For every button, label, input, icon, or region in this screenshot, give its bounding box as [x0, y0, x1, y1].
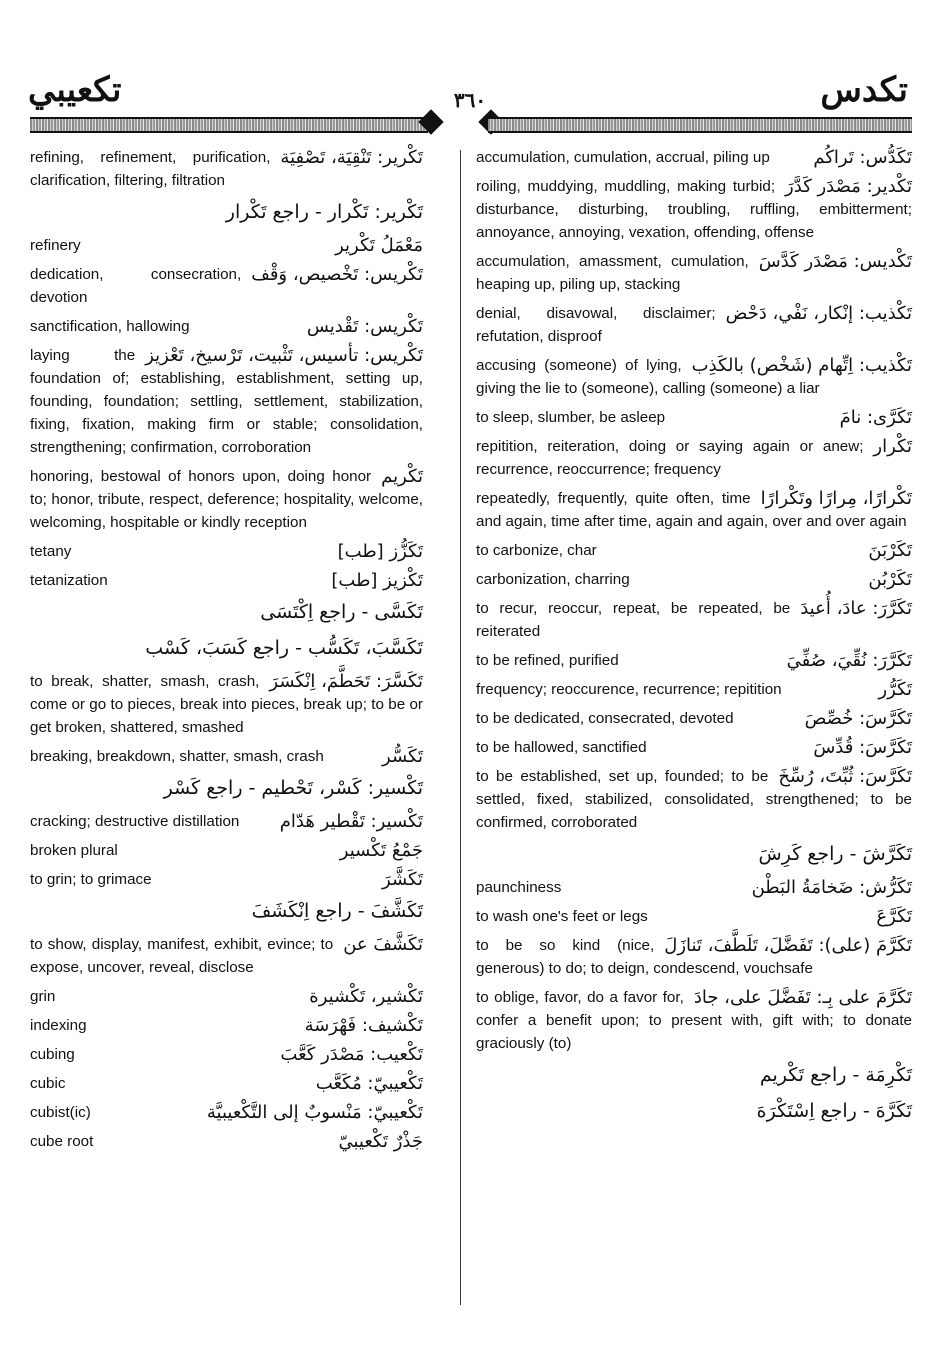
entry-arabic-headword: تَكَرُّر [878, 679, 912, 700]
entry-english-definition: to show, display, manifest, exhibit, evince; to expose, uncover, reveal, disclose [30, 936, 334, 976]
entry-arabic-headword: تَكَرَّمَ على بِـ: تَفَضَّلَ على، جادَ [693, 987, 912, 1008]
dictionary-entry [30, 1130, 423, 1153]
entry-english-definition: to oblige, favor, do a favor for, confer a benefit upon; to present with, gift with; to donate graciously (to) [476, 989, 912, 1052]
entry-arabic-headword: تَكَرَّهَ - راجع اِسْتَكْرَهَ [756, 1100, 912, 1122]
entry-english-definition: cubic [30, 1075, 66, 1092]
right-column [476, 146, 912, 1133]
entry-english-definition: cubist(ic) [30, 1104, 91, 1121]
entry-english-definition: accumulation, amassment, cumulation, heaping up, piling up, stacking [476, 253, 749, 293]
entry-english-definition: to be refined, purified [476, 652, 619, 669]
entry-arabic-headword: تَكْعيبيّ: مُكَعَّب [315, 1073, 423, 1094]
entry-arabic-headword: تَكْرار [873, 436, 912, 457]
dictionary-entry [30, 1101, 423, 1124]
entry-arabic-headword: تَكْشير، تَكْشيرة [309, 986, 423, 1007]
dictionary-entry [30, 868, 423, 891]
dictionary-entry [30, 810, 423, 833]
entry-arabic-headword: مَعْمَلُ تَكْرير [335, 235, 423, 256]
dictionary-entry [476, 250, 912, 296]
entry-arabic-headword: تَكْريس: تَقْديس [306, 316, 423, 337]
dictionary-entry [476, 487, 912, 533]
dictionary-entry [30, 540, 423, 563]
entry-arabic-headword: تَكَرَّعَ [876, 906, 912, 927]
dictionary-entry [476, 840, 912, 868]
entry-english-definition: to grin; to grimace [30, 871, 152, 888]
entry-english-definition: paunchiness [476, 879, 562, 896]
entry-english-definition: refining, refinement, purification, clarification, filtering, filtration [30, 149, 271, 189]
entry-english-definition: to wash one's feet or legs [476, 908, 648, 925]
entry-english-definition: cube root [30, 1133, 94, 1150]
entry-arabic-headword: تَكَشَّفَ عن [343, 934, 423, 955]
entry-english-definition: repitition, reiteration, doing or saying again or anew; recurrence, reoccurrence; frequency [476, 438, 864, 478]
entry-arabic-headword: تَكَرَّسَ: ثُبِّتَ، رُسِّخَ [778, 766, 912, 787]
entry-arabic-headword: تَكْرير: تَكْرار - راجع تَكْرار [225, 201, 423, 223]
entry-arabic-headword: تَكَرُّش: ضَخامَةُ البَطْن [751, 877, 912, 898]
entry-english-definition: repeatedly, frequently, quite often, time and again, time after time, again and again, over and over again [476, 490, 907, 530]
entry-arabic-headword: تَكْشيف: فَهْرَسَة [304, 1015, 423, 1036]
dictionary-entry [476, 539, 912, 562]
dictionary-entry [476, 1097, 912, 1125]
entry-arabic-headword: تَكْريس: تَخْصيص، وَقْف [251, 264, 423, 285]
header-rule-right [488, 117, 912, 133]
entry-arabic-headword: تَكَرَّشَ - راجع كَرِشَ [758, 843, 912, 865]
entry-arabic-headword: تَكْرِمَة - راجع تَكْريم [759, 1064, 912, 1086]
dictionary-entry [476, 905, 912, 928]
dictionary-entry [30, 598, 423, 626]
entry-english-definition: frequency; reoccurence, recurrence; repitition [476, 681, 782, 698]
entry-english-definition: roiling, muddying, muddling, making turbid; disturbance, disturbing, troubling, ruffling, embitterment; annoyance, annoying, vexation, offending, offense [476, 178, 912, 241]
entry-arabic-headword: تَكْرير: تَنْقِيَة، تَصْفِيَة [280, 147, 423, 168]
entry-arabic-headword: تَكَسَّرَ: تَحَطَّمَ، اِنْكَسَرَ [269, 671, 423, 692]
dictionary-entry [476, 986, 912, 1055]
entry-english-definition: indexing [30, 1017, 87, 1034]
entry-arabic-headword: تَكَرَّسَ: خُصِّصَ [804, 708, 912, 729]
entry-arabic-headword: تَكْسير: كَسْر، تَحْطيم - راجع كَسْر [163, 777, 423, 799]
entry-english-definition: tetany [30, 543, 72, 560]
entry-english-definition: to carbonize, char [476, 542, 597, 559]
dictionary-entry [30, 1043, 423, 1066]
entry-arabic-headword: تَكْريم [381, 466, 423, 487]
entry-arabic-headword: تَكَدُّس: تَراكُم [813, 147, 912, 168]
dictionary-entry [476, 175, 912, 244]
dictionary-entry [30, 985, 423, 1008]
dictionary-entry [476, 354, 912, 400]
dictionary-entry [476, 1061, 912, 1089]
dictionary-entry [30, 1072, 423, 1095]
entry-arabic-headword: تَكَرْبَنَ [868, 540, 912, 561]
left-column [30, 146, 423, 1159]
dictionary-entry [30, 146, 423, 192]
entry-english-definition: laying the foundation of; establishing, establishment, setting up, founding, foundation; settling, settlement, stabilization, fixing, fixation, making firm or stable; consolidation, strengthening; confirmation, corroboration [30, 347, 423, 456]
header-rule-left [30, 117, 428, 133]
entry-arabic-headword: تَكَرَّرَ: نُقِّيَ، صُفِّيَ [786, 650, 912, 671]
entry-arabic-headword: جَمْعُ تَكْسير [339, 840, 423, 861]
entry-english-definition: to be dedicated, consecrated, devoted [476, 710, 734, 727]
dictionary-entry [476, 736, 912, 759]
entry-arabic-headword: تَكَرَّسَ: قُدِّسَ [813, 737, 912, 758]
entry-english-definition: sanctification, hallowing [30, 318, 190, 335]
entry-english-definition: dedication, consecration, devotion [30, 266, 242, 306]
dictionary-entry [476, 876, 912, 899]
entry-arabic-headword: تَكَسَّى - راجع اِكْتَسَى [260, 601, 423, 623]
entry-english-definition: to be hallowed, sanctified [476, 739, 647, 756]
dictionary-entry [30, 465, 423, 534]
dictionary-entry [476, 765, 912, 834]
entry-arabic-headword: تَكَشَّرَ [382, 869, 423, 890]
entry-arabic-headword: تَكْرارًا، مِرارًا وتَكْرارًا [760, 488, 912, 509]
dictionary-entry [30, 344, 423, 459]
dictionary-entry [30, 234, 423, 257]
entry-arabic-headword: تَكَسَّبَ، تَكَسُّب - راجع كَسَبَ، كَسْب [145, 637, 423, 659]
dictionary-entry [476, 934, 912, 980]
dictionary-entry [30, 263, 423, 309]
dictionary-entry [476, 435, 912, 481]
header-guide-word-left: تكعيبي [28, 70, 122, 110]
dictionary-entry [30, 933, 423, 979]
entry-arabic-headword: جَذْرٌ تَكْعيبيّ [338, 1131, 423, 1152]
dictionary-entry [476, 302, 912, 348]
entry-arabic-headword: تَكَسُّر [382, 746, 423, 767]
dictionary-entry [30, 198, 423, 226]
dictionary-entry [30, 315, 423, 338]
dictionary-entry [476, 568, 912, 591]
dictionary-entry [30, 839, 423, 862]
dictionary-entry [30, 670, 423, 739]
entry-arabic-headword: تَكَشَّفَ - راجع اِنْكَشَفَ [251, 900, 423, 922]
entry-arabic-headword: تَكْزيز [طب] [331, 570, 423, 591]
entry-english-definition: tetanization [30, 572, 108, 589]
entry-english-definition: to be established, set up, founded; to be settled, fixed, stabilized, consolidated, strengthened; to be confirmed, corroborated [476, 768, 912, 831]
page-number: ٣٦٠ [453, 88, 487, 112]
entry-arabic-headword: تَكْذيب: اِتِّهام (شَخْص) بالكَذِب [691, 355, 912, 376]
header-guide-word-right: تكدس [820, 70, 908, 110]
dictionary-entry [476, 146, 912, 169]
entry-english-definition: broken plural [30, 842, 118, 859]
entry-english-definition: cracking; destructive distillation [30, 813, 240, 830]
dictionary-entry [30, 774, 423, 802]
entry-arabic-headword: تَكَرْبُن [868, 569, 912, 590]
entry-english-definition: grin [30, 988, 56, 1005]
dictionary-entry [476, 406, 912, 429]
dictionary-entry [30, 897, 423, 925]
dictionary-entry [476, 649, 912, 672]
entry-arabic-headword: تَكْديس: مَصْدَر كَدَّسَ [758, 251, 912, 272]
entry-arabic-headword: تَكْريس: تأسيس، تَثْبيت، تَرْسيخ، تَعْزيز [145, 345, 423, 366]
entry-arabic-headword: تَكْدير: مَصْدَر كَدَّرَ [785, 176, 912, 197]
entry-arabic-headword: تَكَرَّى: نامَ [839, 407, 912, 428]
column-divider [460, 150, 461, 1305]
dictionary-entry [30, 745, 423, 768]
entry-english-definition: refinery [30, 237, 81, 254]
entry-english-definition: accusing (someone) of lying, giving the lie to (someone), calling (someone) a liar [476, 357, 820, 397]
entry-arabic-headword: تَكْعيب: مَصْدَر كَعَّبَ [280, 1044, 423, 1065]
entry-arabic-headword: تَكْذيب: إنْكار، نَفْي، دَحْض [725, 303, 912, 324]
entry-english-definition: to sleep, slumber, be asleep [476, 409, 666, 426]
entry-arabic-headword: تَكَرَّرَ: عادَ، أُعيدَ [800, 598, 912, 619]
entry-english-definition: honoring, bestowal of honors upon, doing honor to; honor, tribute, respect, deference; hospitality, welcome, welcoming, hospitable or kindly reception [30, 468, 423, 531]
dictionary-entry [30, 1014, 423, 1037]
dictionary-entry [30, 569, 423, 592]
entry-arabic-headword: تَكْسير: تَقْطير هَدّام [279, 811, 423, 832]
dictionary-entry [476, 678, 912, 701]
dictionary-entry [476, 707, 912, 730]
entry-english-definition: cubing [30, 1046, 75, 1063]
entry-english-definition: to be so kind (nice, generous) to do; to deign, condescend, vouchsafe [476, 937, 813, 977]
entry-arabic-headword: تَكْعيبيّ: مَنْسوبٌ إلى التَّكْعيبيَّة [206, 1102, 423, 1123]
entry-english-definition: carbonization, charring [476, 571, 630, 588]
entry-english-definition: denial, disavowal, disclaimer; refutation, disproof [476, 305, 716, 345]
entry-english-definition: accumulation, cumulation, accrual, piling up [476, 149, 770, 166]
entry-arabic-headword: تَكَرَّمَ (على): تَفَضَّلَ، تَلَطَّفَ، تَنازَلَ [664, 935, 912, 956]
entry-english-definition: breaking, breakdown, shatter, smash, crash [30, 748, 324, 765]
dictionary-entry [30, 634, 423, 662]
entry-english-definition: to break, shatter, smash, crash, come or go to pieces, break into pieces, break up; to be or get broken, shattered, smashed [30, 673, 423, 736]
dictionary-entry [476, 597, 912, 643]
entry-arabic-headword: تَكَزُّز [طب] [337, 541, 423, 562]
entry-english-definition: to recur, reoccur, repeat, be repeated, be reiterated [476, 600, 791, 640]
